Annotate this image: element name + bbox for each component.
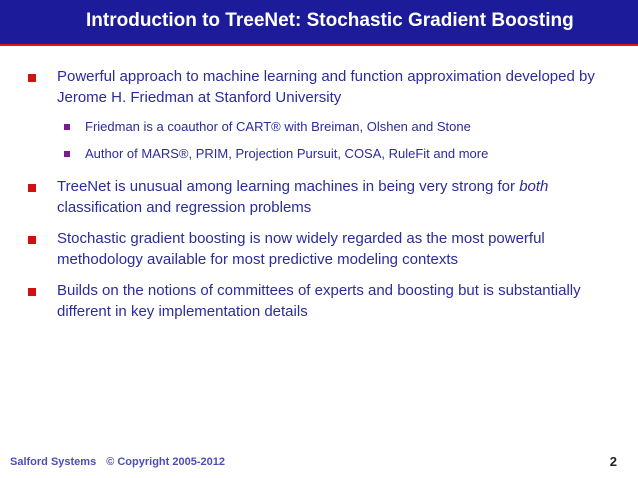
bullet-text: Builds on the notions of committees of experts and boosting but is substantially different in key implementation details (57, 282, 581, 320)
footer (10, 456, 225, 468)
sub-bullet-square-icon (64, 124, 70, 130)
bullet-square-icon (28, 236, 36, 244)
sub-bullet-text: Author of MARS®, PRIM, Projection Pursuit, COSA, RuleFit and more (85, 146, 489, 161)
bullet-text: Powerful approach to machine learning and function approximation developed by Jerome H. Friedman at Stanford University (57, 68, 595, 106)
page-number: 2 (609, 454, 617, 469)
slide-header (0, 0, 638, 46)
footer-copyright: © Copyright 2005-2012 (106, 456, 225, 468)
bullet-square-icon (28, 184, 36, 192)
bullet-text: Stochastic gradient boosting is now widely regarded as the most powerful methodology available for most predictive modeling contexts (57, 230, 545, 268)
emphasis-text: both (519, 178, 549, 195)
bullet-square-icon (28, 288, 36, 296)
bullet-text (57, 176, 597, 218)
bullet-text-part: classification and regression problems (57, 199, 312, 216)
slide-title: Introduction to TreeNet: Stochastic Gradient Boosting (86, 10, 574, 31)
bullet-text-part: TreeNet is unusual among learning machines in being very strong for (57, 178, 520, 195)
footer-company: Salford Systems (10, 456, 97, 468)
sub-bullet-square-icon (64, 151, 70, 157)
sub-bullet-text: Friedman is a coauthor of CART® with Breiman, Olshen and Stone (85, 119, 471, 134)
bullet-square-icon (28, 74, 36, 82)
